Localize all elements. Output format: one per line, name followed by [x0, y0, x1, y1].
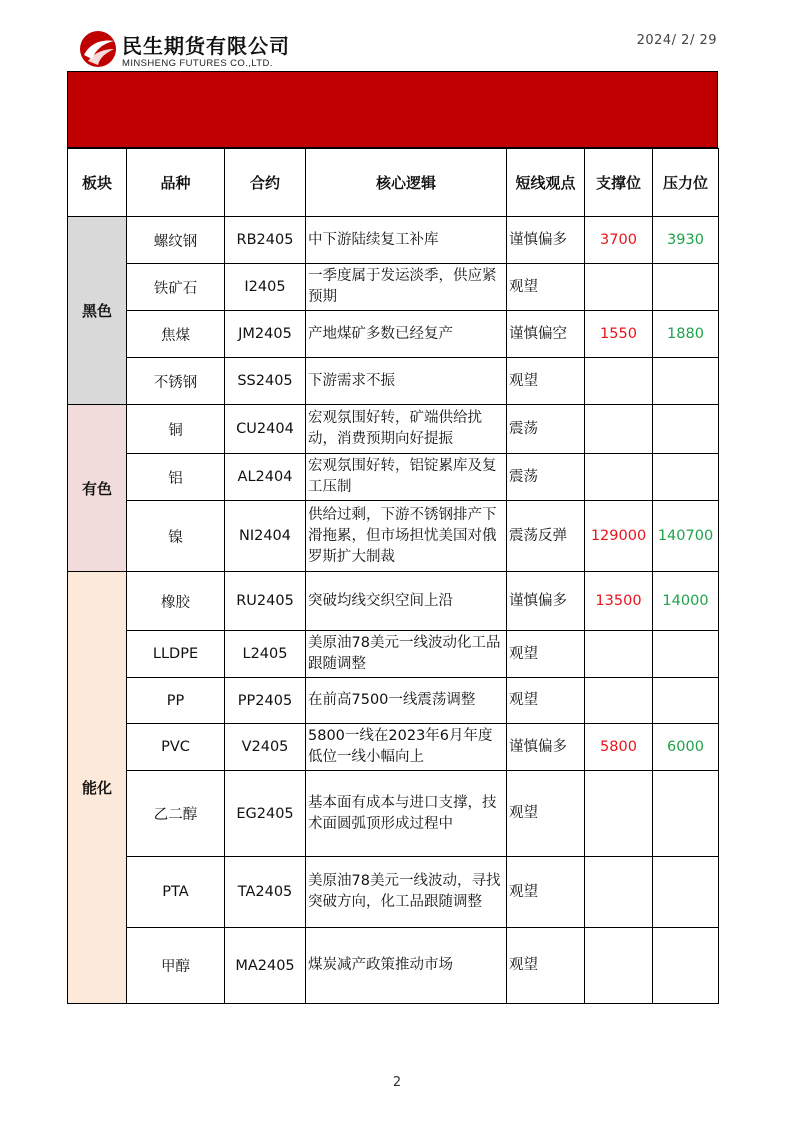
logic-cell: 中下游陆续复工补库 — [306, 217, 507, 264]
table-row — [68, 631, 719, 678]
logic-cell: 突破均线交织空间上沿 — [306, 572, 507, 631]
variety-cell: 乙二醇 — [127, 771, 225, 857]
logic-cell: 供给过剩，下游不锈钢排产下滑拖累，但市场担忧美国对俄罗斯扩大制裁 — [306, 501, 507, 572]
view-cell: 震荡 — [507, 454, 585, 501]
minsheng-emblem-icon — [78, 29, 118, 69]
contract-cell: EG2405 — [225, 771, 306, 857]
resistance-cell — [653, 771, 719, 857]
resistance-cell — [653, 631, 719, 678]
header-support: 支撑位 — [585, 149, 653, 217]
logic-cell: 产地煤矿多数已经复产 — [306, 311, 507, 358]
contract-cell: V2405 — [225, 724, 306, 771]
page-number: 2 — [392, 1075, 402, 1090]
resistance-cell — [653, 678, 719, 724]
support-cell — [585, 857, 653, 928]
resistance-cell: 3930 — [653, 217, 719, 264]
resistance-cell: 1880 — [653, 311, 719, 358]
support-cell — [585, 771, 653, 857]
contract-cell: I2405 — [225, 264, 306, 311]
contract-cell: AL2404 — [225, 454, 306, 501]
table-row — [68, 771, 719, 857]
table-row — [68, 724, 719, 771]
table-row — [68, 217, 719, 264]
logo-english-name: MINSHENG FUTURES CO.,LTD. — [122, 58, 273, 69]
sector-cell-nonferrous: 有色 — [68, 405, 127, 572]
variety-cell: PTA — [127, 857, 225, 928]
support-cell: 13500 — [585, 572, 653, 631]
header-contract: 合约 — [225, 149, 306, 217]
logo-chinese-name: 民生期货有限公司 — [122, 34, 290, 58]
support-cell — [585, 631, 653, 678]
variety-cell: 镍 — [127, 501, 225, 572]
contract-cell: NI2404 — [225, 501, 306, 572]
support-cell — [585, 928, 653, 1004]
table-row — [68, 928, 719, 1004]
variety-cell: PP — [127, 678, 225, 724]
contract-cell: MA2405 — [225, 928, 306, 1004]
variety-cell: LLDPE — [127, 631, 225, 678]
view-cell: 谨慎偏多 — [507, 724, 585, 771]
table-row — [68, 405, 719, 454]
logic-cell: 煤炭减产政策推动市场 — [306, 928, 507, 1004]
view-cell: 观望 — [507, 771, 585, 857]
view-cell: 震荡 — [507, 405, 585, 454]
logic-cell: 美原油78美元一线波动，寻找突破方向，化工品跟随调整 — [306, 857, 507, 928]
table-row — [68, 857, 719, 928]
variety-cell: 铜 — [127, 405, 225, 454]
logic-cell: 基本面有成本与进口支撑，技术面圆弧顶形成过程中 — [306, 771, 507, 857]
variety-cell: 甲醇 — [127, 928, 225, 1004]
resistance-cell: 140700 — [653, 501, 719, 572]
view-cell: 观望 — [507, 857, 585, 928]
logic-cell: 下游需求不振 — [306, 358, 507, 405]
title-banner — [67, 71, 718, 148]
variety-cell: PVC — [127, 724, 225, 771]
header-variety: 品种 — [127, 149, 225, 217]
support-cell: 1550 — [585, 311, 653, 358]
support-cell: 3700 — [585, 217, 653, 264]
resistance-cell — [653, 454, 719, 501]
view-cell: 谨慎偏多 — [507, 217, 585, 264]
logic-cell: 一季度属于发运淡季，供应紧预期 — [306, 264, 507, 311]
header-resistance: 压力位 — [653, 149, 719, 217]
variety-cell: 铁矿石 — [127, 264, 225, 311]
variety-cell: 橡胶 — [127, 572, 225, 631]
contract-cell: L2405 — [225, 631, 306, 678]
resistance-cell — [653, 928, 719, 1004]
view-cell: 观望 — [507, 928, 585, 1004]
table-row — [68, 454, 719, 501]
support-cell — [585, 405, 653, 454]
view-cell: 观望 — [507, 264, 585, 311]
support-cell — [585, 678, 653, 724]
support-cell: 129000 — [585, 501, 653, 572]
view-cell: 观望 — [507, 631, 585, 678]
table-row — [68, 358, 719, 405]
header-core-logic: 核心逻辑 — [306, 149, 507, 217]
contract-cell: RB2405 — [225, 217, 306, 264]
resistance-cell — [653, 358, 719, 405]
header-short-view: 短线观点 — [507, 149, 585, 217]
sector-cell-energy-chemicals: 能化 — [68, 572, 127, 1004]
variety-cell: 铝 — [127, 454, 225, 501]
report-date: 2024/ 2/ 29 — [636, 33, 717, 48]
variety-cell: 焦煤 — [127, 311, 225, 358]
support-cell — [585, 358, 653, 405]
resistance-cell — [653, 264, 719, 311]
table-row — [68, 264, 719, 311]
header-sector: 板块 — [68, 149, 127, 217]
contract-cell: CU2404 — [225, 405, 306, 454]
company-logo — [78, 27, 318, 73]
view-cell: 谨慎偏空 — [507, 311, 585, 358]
resistance-cell: 6000 — [653, 724, 719, 771]
logic-cell: 美原油78美元一线波动化工品跟随调整 — [306, 631, 507, 678]
logic-cell: 5800一线在2023年6月年度低位一线小幅向上 — [306, 724, 507, 771]
view-cell: 观望 — [507, 358, 585, 405]
support-cell — [585, 264, 653, 311]
sector-cell-black: 黑色 — [68, 217, 127, 405]
contract-cell: TA2405 — [225, 857, 306, 928]
logic-cell: 宏观氛围好转，铝锭累库及复工压制 — [306, 454, 507, 501]
resistance-cell — [653, 857, 719, 928]
table-row — [68, 501, 719, 572]
contract-cell: RU2405 — [225, 572, 306, 631]
contract-cell: JM2405 — [225, 311, 306, 358]
support-cell — [585, 454, 653, 501]
support-cell: 5800 — [585, 724, 653, 771]
resistance-cell — [653, 405, 719, 454]
contract-cell: SS2405 — [225, 358, 306, 405]
table-header-row — [68, 149, 719, 217]
contract-cell: PP2405 — [225, 678, 306, 724]
view-cell: 谨慎偏多 — [507, 572, 585, 631]
resistance-cell: 14000 — [653, 572, 719, 631]
futures-strategy-table — [67, 148, 719, 1004]
table-row — [68, 572, 719, 631]
variety-cell: 螺纹钢 — [127, 217, 225, 264]
logic-cell: 在前高7500一线震荡调整 — [306, 678, 507, 724]
table-row — [68, 678, 719, 724]
variety-cell: 不锈钢 — [127, 358, 225, 405]
view-cell: 观望 — [507, 678, 585, 724]
table-row — [68, 311, 719, 358]
view-cell: 震荡反弹 — [507, 501, 585, 572]
logic-cell: 宏观氛围好转，矿端供给扰动，消费预期向好提振 — [306, 405, 507, 454]
